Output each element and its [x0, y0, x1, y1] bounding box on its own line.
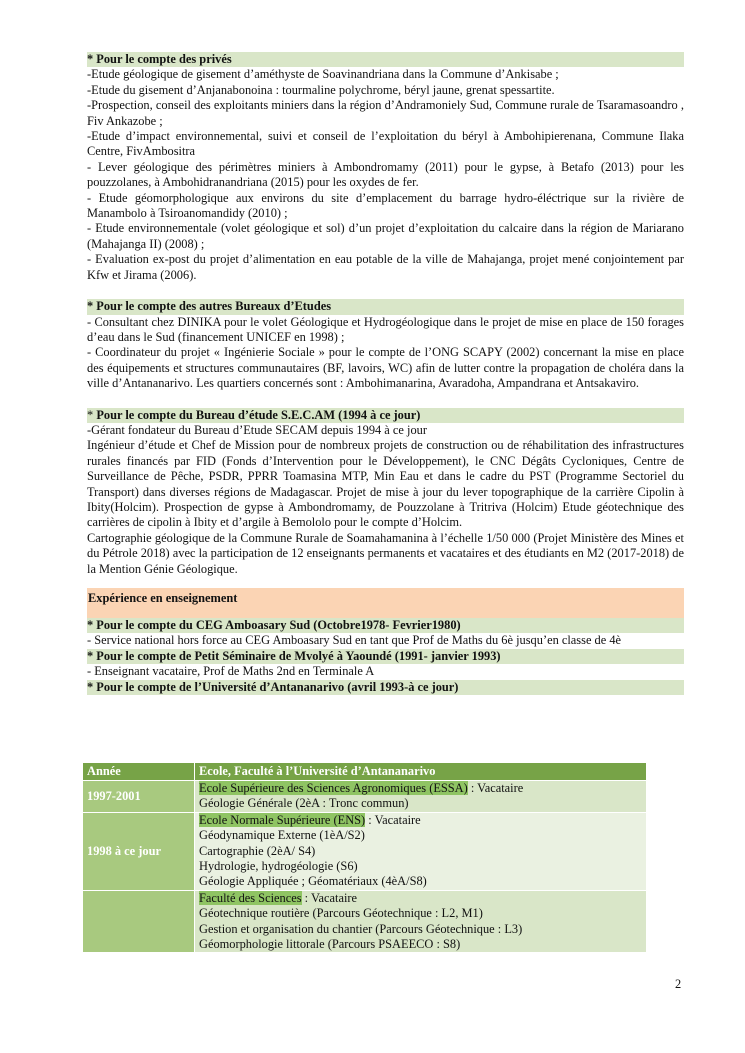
year-cell: 1998 à ce jour — [83, 812, 195, 890]
section-heading-bureaux: * Pour le compte des autres Bureaux d’Etudes — [87, 299, 684, 314]
course-line: Gestion et organisation du chantier (Parcours Géotechnique : L3) — [199, 921, 523, 936]
table-row — [83, 812, 647, 890]
course-line: Cartographie (2èA/ S4) — [199, 843, 316, 858]
section-heading-enseignement: Expérience en enseignement — [87, 588, 684, 618]
prives-item: - Evaluation ex-post du projet d’alimentation en eau potable de la ville de Mahajanga, projet mené conjointement par Kfw et Jirama (2006). — [87, 252, 684, 282]
prives-item: - Etude environnementale (volet géologique et sol) d’un projet d’exploitation du calcaire dans la région de Mariarano (Mahajanga II) (2008) ; — [87, 221, 684, 251]
prives-item: -Etude d’impact environnemental, suivi et conseil de l’exploitation du béryl à Ambohipierenana, Commune Ilaka Centre, FivAmbositra — [87, 129, 684, 159]
prives-item: -Prospection, conseil des exploitants miniers dans la région d’Andramoniely Sud, Commune rurale de Tsaramasoandro , Fiv Ankazobe ; — [87, 98, 684, 128]
secam-item: Cartographie géologique de la Commune Rurale de Soamahamanina à l’échelle 1/50 000 (Projet Ministère des Mines et du Pétrole 2018) avec la participation de 12 enseignants permanents et vacataires et des étudiants en M2 (2017-2018) de la Mention Génie Géologique. — [87, 530, 684, 576]
school-role: : Vacataire — [467, 781, 524, 795]
school-role: : Vacataire — [365, 812, 421, 827]
table-row — [83, 781, 647, 813]
prives-item: - Lever géologique des périmètres miniers à Ambondromamy (2011) pour le gypse, à Betafo (2013) pour les pouzzolanes, à Ambohidranandriana (2015) pour les oxydes de fer. — [87, 159, 684, 190]
school-name: Ecole Supérieure des Sciences Agronomiques (ESSA) — [199, 781, 468, 795]
course-line: Géotechnique routière (Parcours Géotechnique : L2, M1) — [199, 906, 483, 921]
bureaux-item: - Coordinateur du projet « Ingénierie Sociale » pour le compte de l’ONG SCAPY (2002) concernant la mise en place des équipements et structures communautaires (BF, lavoirs, WC) afin de lutter contre la propagation de choléra dans la ville d’Antananarivo. Les quartiers concernés sont : Ambohimanarina, Avaradoha, Ampandrana et Antsakaviro. — [87, 345, 684, 391]
section-heading-prives: * Pour le compte des privés — [87, 52, 684, 67]
column-header-year: Année — [83, 763, 195, 781]
heading-text: Pour le compte du Bureau d’étude S.E.C.AM (1994 à ce jour) — [96, 407, 421, 422]
table-row — [83, 890, 647, 953]
school-cell — [195, 812, 647, 890]
school-name: Faculté des Sciences — [199, 890, 302, 905]
prives-item: -Etude géologique de gisement d’améthyste de Soavinandriana dans la Commune d’Ankisabe ; — [87, 67, 559, 82]
course-line: Géologie Générale (2èA : Tronc commun) — [199, 796, 409, 811]
year-cell — [83, 890, 195, 953]
teaching-table — [82, 762, 647, 953]
secam-item: -Gérant fondateur du Bureau d’Etude SECAM depuis 1994 à ce jour — [87, 422, 427, 437]
school-cell — [195, 890, 647, 953]
ceg-item: - Service national hors force au CEG Amboasary Sud en tant que Prof de Maths du 6è jusqu’en classe de 4è — [87, 633, 622, 648]
cv-page-body — [87, 52, 684, 695]
school-cell — [195, 781, 647, 813]
course-line: Géodynamique Externe (1èA/S2) — [199, 828, 365, 843]
heading-star: * — [87, 407, 94, 422]
section-heading-secam — [87, 408, 684, 423]
table-header-row — [83, 763, 647, 781]
column-header-school: Ecole, Faculté à l’Université d’Antananarivo — [195, 763, 647, 781]
seminaire-item: - Enseignant vacataire, Prof de Maths 2nd en Terminale A — [87, 664, 375, 679]
ceg-heading: * Pour le compte du CEG Amboasary Sud (Octobre1978- Fevrier1980) — [87, 618, 684, 633]
course-line: Hydrologie, hydrogéologie (S6) — [199, 859, 358, 874]
course-line: Géologie Appliquée ; Géomatériaux (4èA/S8) — [199, 874, 427, 889]
prives-item: - Etude géomorphologique aux environs du site d’emplacement du barrage hydro-éléctrique sur la rivière de Manambolo à Tsiroanomandidy (2010) ; — [87, 190, 684, 221]
seminaire-heading: * Pour le compte de Petit Séminaire de Mvolyé à Yaoundé (1991- janvier 1993) — [87, 649, 684, 664]
bureaux-item: - Consultant chez DINIKA pour le volet Géologique et Hydrogéologique dans le projet de mise en place de 150 forages d’eau dans le Sud (financement UNICEF en 1998) ; — [87, 314, 684, 344]
universite-heading: * Pour le compte de l’Université d’Antananarivo (avril 1993-à ce jour) — [87, 680, 684, 695]
course-line: Géomorphologie littorale (Parcours PSAEECO : S8) — [199, 937, 461, 952]
school-role: : Vacataire — [301, 890, 358, 905]
secam-item: Ingénieur d’étude et Chef de Mission pour de nombreux projets de construction ou de réhabilitation des infrastructures rurales financés par FID (Fonds d’Intervention pour le Développement), le CNC Dégâts Cycloniques, Centre de Surveillance de Pêche, PSDR, PPRR Toamasina MTP, Min Eau et dans le cadre du PST (Programme Sectoriel du Transport) dans diverses régions de Madagascar. Projet de mise à jour du lever topographique de la carrière Cipolin à Ibity(Holcim). Prospection de gypse à Ambondromamy, de Pouzzolane à Tritriva (Holcim) Etude géotechnique des carrières de cipolin à Ibity et d’argile à Bemololo pour le compte d’Holcim. — [87, 438, 684, 530]
year-cell: 1997-2001 — [83, 781, 195, 813]
page-number: 2 — [675, 977, 682, 991]
school-name: Ecole Normale Supérieure (ENS) — [199, 812, 366, 827]
prives-item: -Etude du gisement d’Anjanabonoina : tourmaline polychrome, béryl jaune, grenat spessartite. — [87, 82, 555, 97]
